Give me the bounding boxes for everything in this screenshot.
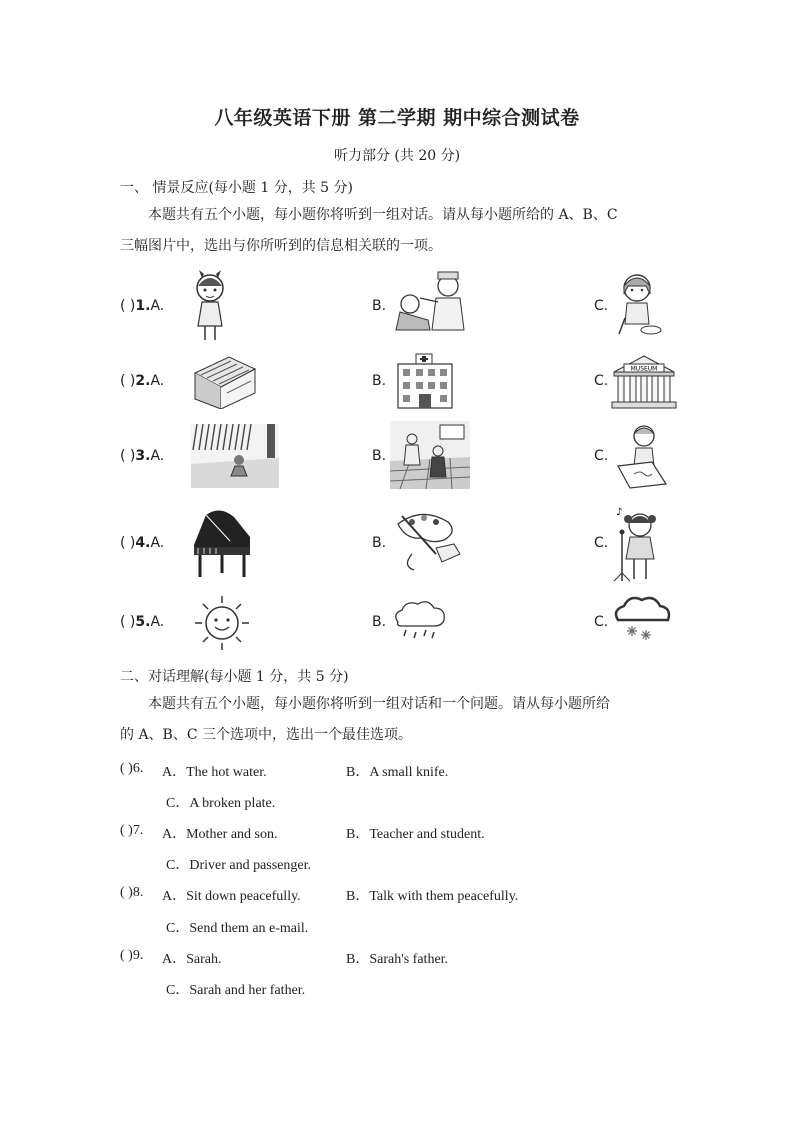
option-a-label: A. bbox=[150, 448, 165, 464]
section1-instr-line1: 本题共有五个小题，每小题你将听到一组对话。请从每小题所给的 A、B、C bbox=[148, 207, 618, 223]
girl-singing-picture bbox=[610, 503, 666, 583]
boy-drawing-picture bbox=[612, 422, 672, 490]
question-5-option-c: C. bbox=[594, 614, 609, 630]
question-number: 2. bbox=[135, 373, 151, 389]
stage-picture bbox=[191, 424, 279, 488]
question-2-option-c: C. bbox=[594, 373, 609, 389]
museum-picture bbox=[610, 354, 678, 410]
question-9-lead[interactable]: ( )9. bbox=[120, 948, 144, 963]
snow-cloud-icon bbox=[610, 594, 672, 644]
girl-cooking-picture bbox=[613, 268, 665, 342]
question-2-option-b: B. bbox=[372, 373, 387, 389]
question-2-label bbox=[120, 373, 164, 389]
paint-palette-picture bbox=[392, 510, 464, 572]
answer-paren[interactable]: ( ) bbox=[120, 535, 136, 551]
question-5-label bbox=[120, 614, 164, 630]
dentist-picture bbox=[390, 268, 468, 338]
question-6-option-b: B．A small knife. bbox=[346, 765, 449, 780]
question-3-option-c: C. bbox=[594, 448, 609, 464]
option-a-label: A. bbox=[150, 535, 165, 551]
option-a-label: A. bbox=[150, 614, 165, 630]
answer-paren[interactable]: ( ) bbox=[120, 298, 136, 314]
option-a-label: A. bbox=[150, 298, 165, 314]
question-4-label bbox=[120, 535, 164, 551]
question-4-option-b: B. bbox=[372, 535, 387, 551]
section2-instructions bbox=[120, 689, 680, 751]
question-1-label bbox=[120, 298, 164, 314]
option-a-label: A. bbox=[150, 373, 165, 389]
kitchen-picture bbox=[390, 421, 470, 489]
museum-sign-text: MUSEUM bbox=[630, 365, 658, 373]
section2-heading: 二、对话理解(每小题 1 分，共 5 分) bbox=[120, 669, 349, 685]
section1-instructions bbox=[120, 200, 680, 262]
rain-cloud-icon bbox=[388, 596, 450, 644]
hospital-picture bbox=[392, 352, 458, 410]
question-1-option-c: C. bbox=[594, 298, 609, 314]
question-number: 1. bbox=[135, 298, 151, 314]
question-8-lead[interactable]: ( )8. bbox=[120, 885, 144, 900]
listening-subtitle: 听力部分 (共 20 分) bbox=[333, 148, 461, 164]
question-3-option-b: B. bbox=[372, 448, 387, 464]
section1-heading: 一、 情景反应(每小题 1 分，共 5 分) bbox=[120, 180, 353, 196]
question-number: 5. bbox=[135, 614, 151, 630]
answer-paren[interactable]: ( ) bbox=[120, 448, 136, 464]
section2-instr-line1: 本题共有五个小题，每小题你将听到一组对话和一个问题。请从每小题所给 bbox=[148, 696, 610, 712]
question-7-lead[interactable]: ( )7. bbox=[120, 823, 144, 838]
answer-paren[interactable]: ( ) bbox=[120, 373, 136, 389]
question-1-option-b: B. bbox=[372, 298, 387, 314]
question-3-label bbox=[120, 448, 164, 464]
question-number: 4. bbox=[135, 535, 151, 551]
question-9-option-c: C．Sarah and her father. bbox=[166, 983, 306, 998]
section1-instr-line2: 三幅图片中，选出与你所听到的信息相关联的一项。 bbox=[120, 238, 442, 254]
question-6-lead[interactable]: ( )6. bbox=[120, 761, 144, 776]
exam-title: 八年级英语下册 第二学期 期中综合测试卷 bbox=[214, 107, 580, 129]
question-7-option-b: B．Teacher and student. bbox=[346, 827, 485, 842]
question-9-option-a: A．Sarah. bbox=[162, 952, 222, 967]
question-4-option-c: C. bbox=[594, 535, 609, 551]
question-6-option-a: A．The hot water. bbox=[162, 765, 267, 780]
answer-paren[interactable]: ( ) bbox=[120, 614, 136, 630]
question-number: 3. bbox=[135, 448, 151, 464]
question-7-option-c: C．Driver and passenger. bbox=[166, 858, 312, 873]
music-note-icon: ♪ bbox=[616, 507, 623, 518]
question-6-option-c: C．A broken plate. bbox=[166, 796, 276, 811]
question-7-option-a: A．Mother and son. bbox=[162, 827, 278, 842]
question-9-option-b: B．Sarah's father. bbox=[346, 952, 449, 967]
sun-icon bbox=[193, 594, 251, 652]
train-station-picture bbox=[191, 353, 257, 409]
question-8-option-b: B．Talk with them peacefully. bbox=[346, 889, 519, 904]
question-8-option-a: A．Sit down peacefully. bbox=[162, 889, 301, 904]
question-8-option-c: C．Send them an e-mail. bbox=[166, 921, 309, 936]
girl-picture bbox=[190, 268, 230, 344]
piano-picture bbox=[190, 507, 254, 579]
question-5-option-b: B. bbox=[372, 614, 387, 630]
section2-instr-line2: 的 A、B、C 三个选项中，选出一个最佳选项。 bbox=[120, 727, 413, 743]
